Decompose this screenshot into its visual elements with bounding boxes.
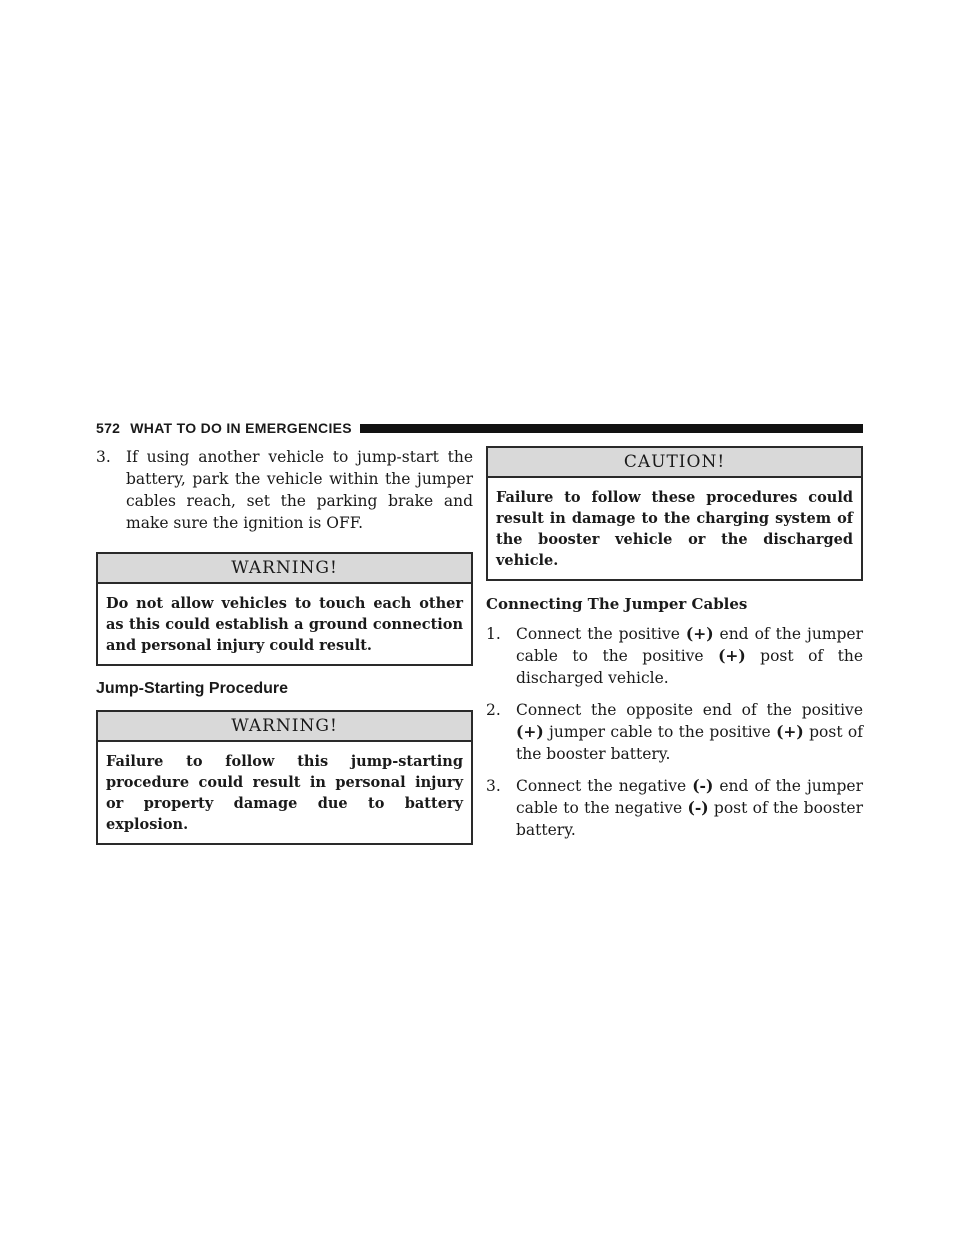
positive-symbol: (+) (776, 722, 804, 741)
step-text: Connect the negative (516, 777, 693, 795)
negative-symbol: (-) (687, 798, 709, 817)
warning-title: WARNING! (98, 712, 471, 742)
step-text: post of the booster battery. (516, 799, 863, 839)
left-column (96, 446, 473, 859)
positive-symbol: (+) (685, 624, 714, 643)
step-text: Connect the positive (516, 625, 686, 643)
step-number: 1. (486, 625, 501, 643)
step-text: jumper cable to the positive (543, 723, 777, 741)
page-header (96, 418, 863, 438)
step-text: end of the jumper cable to the negative (516, 777, 863, 817)
step-text: end of the jumper cable to the positive (516, 625, 864, 665)
step-text: If using another vehicle to jump-start the battery, park the vehicle within the jumper cables reach, set the parking brake and make sure the ignition is OFF. (126, 448, 473, 532)
section-title: WHAT TO DO IN EMERGENCIES (130, 420, 352, 436)
warning-body: Do not allow vehicles to touch each other as this could establish a ground connection and personal injury could result. (106, 595, 463, 654)
header-rule (360, 424, 863, 433)
warning-title: WARNING! (98, 554, 471, 584)
caution-box-charging-system (486, 446, 863, 581)
step-2-connect-opposite-end (486, 699, 863, 765)
warning-box-battery-explosion (96, 710, 473, 845)
page-number: 572 (96, 420, 121, 436)
step-3-park-vehicle (96, 446, 473, 534)
right-column (486, 446, 863, 851)
subheading-connecting-cables: Connecting The Jumper Cables (486, 595, 748, 613)
caution-body: Failure to follow these procedures could result in damage to the charging system of the booster vehicle or the discharged vehicle. (496, 489, 853, 569)
step-number: 2. (486, 701, 501, 719)
step-text: Connect the opposite end of the positive (516, 701, 863, 719)
subheading-jump-starting-procedure: Jump-Starting Procedure (96, 680, 289, 697)
step-number: 3. (486, 777, 501, 795)
step-text: post of the discharged vehicle. (516, 647, 863, 687)
step-number: 3. (96, 448, 111, 466)
warning-box-vehicles-touch (96, 552, 473, 666)
positive-symbol: (+) (516, 722, 544, 741)
warning-body: Failure to follow this jump-starting procedure could result in personal injury or property damage due to battery explosion. (106, 753, 463, 833)
negative-symbol: (-) (692, 776, 714, 795)
caution-title: CAUTION! (488, 448, 861, 478)
step-1-connect-positive (486, 623, 863, 689)
positive-symbol: (+) (718, 646, 746, 665)
step-text: post of the booster battery. (516, 723, 863, 763)
step-3-connect-negative (486, 775, 863, 841)
